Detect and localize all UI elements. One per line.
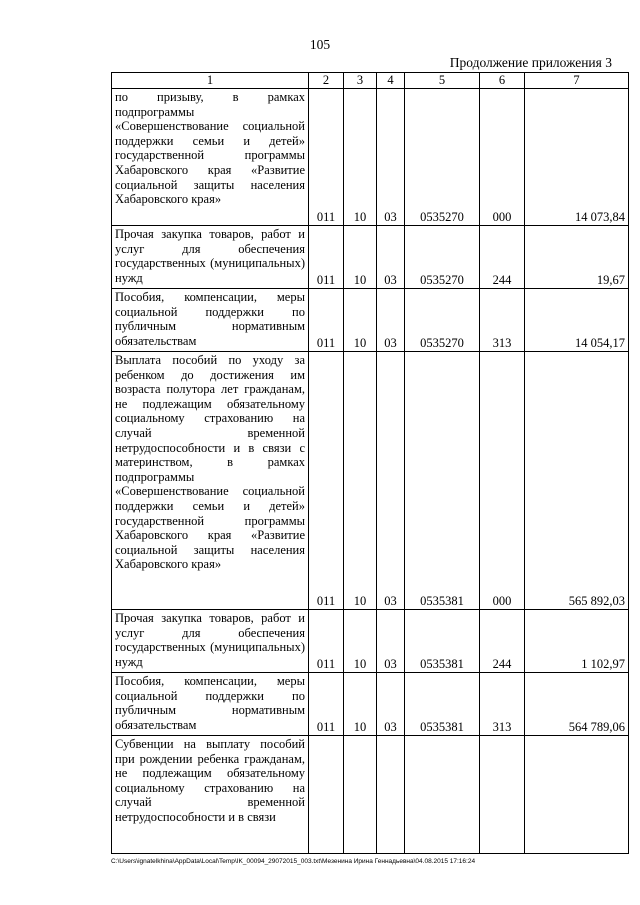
header-cell: 7 — [525, 73, 629, 89]
cell-expense-type — [480, 736, 525, 854]
table-row — [112, 289, 629, 352]
cell-expense-type: 000 — [480, 352, 525, 610]
header-cell: 3 — [344, 73, 377, 89]
cell-section: 10 — [344, 673, 377, 736]
cell-amount: 564 789,06 — [525, 673, 629, 736]
cell-expense-type: 313 — [480, 289, 525, 352]
cell-subsection: 03 — [377, 673, 405, 736]
cell-subsection: 03 — [377, 352, 405, 610]
cell-subsection: 03 — [377, 610, 405, 673]
row-name: Выплата пособий по уходу за ребенком до достижения им возраста полутора лет гражданам, не подлежащим обязательному социальному страхованию на случай временной нетрудоспособности и в связи с материнством, в рамках подпрограммы «Совершенствование социальной поддержки семьи и детей» государственной программы Хабаровского края «Развитие социальной защиты населения Хабаровского края» — [112, 352, 309, 610]
table-row — [112, 736, 629, 854]
row-name: Прочая закупка товаров, работ и услуг для обеспечения государственных (муниципальных) нужд — [112, 610, 309, 673]
cell-admin-code: 011 — [309, 352, 344, 610]
cell-amount: 1 102,97 — [525, 610, 629, 673]
cell-section: 10 — [344, 89, 377, 226]
cell-target-article: 0535270 — [405, 226, 480, 289]
cell-admin-code — [309, 736, 344, 854]
cell-subsection — [377, 736, 405, 854]
row-name: Пособия, компенсации, меры социальной поддержки по публичным нормативным обязательствам — [112, 289, 309, 352]
header-cell: 1 — [112, 73, 309, 89]
table-row — [112, 352, 629, 610]
cell-expense-type: 313 — [480, 673, 525, 736]
cell-expense-type: 244 — [480, 610, 525, 673]
cell-target-article: 0535381 — [405, 673, 480, 736]
cell-subsection: 03 — [377, 289, 405, 352]
budget-table — [111, 72, 629, 854]
cell-amount: 14 054,17 — [525, 289, 629, 352]
table-row — [112, 673, 629, 736]
file-path-footer: C:\Users\ignatelkhina\AppData\Local\Temp\IK_00094_29072015_003.txt\Мезенина Ирина Геннадьевна\04.08.2015 17:16:24 — [111, 858, 476, 865]
row-name: Субвенции на выплату пособий при рождении ребенка гражданам, не подлежащим обязательному социальному страхованию на случай временной нетрудоспособности и в связи — [112, 736, 309, 854]
header-cell: 2 — [309, 73, 344, 89]
cell-target-article: 0535270 — [405, 89, 480, 226]
row-name: Пособия, компенсации, меры социальной поддержки по публичным нормативным обязательствам — [112, 673, 309, 736]
cell-section: 10 — [344, 226, 377, 289]
page-number: 105 — [309, 37, 331, 52]
cell-expense-type: 000 — [480, 89, 525, 226]
header-row — [112, 73, 629, 89]
cell-admin-code: 011 — [309, 289, 344, 352]
cell-section: 10 — [344, 610, 377, 673]
cell-admin-code: 011 — [309, 226, 344, 289]
table-row — [112, 226, 629, 289]
continuation-label: Продолжение приложения 3 — [449, 55, 612, 70]
cell-target-article: 0535270 — [405, 289, 480, 352]
row-name: Прочая закупка товаров, работ и услуг для обеспечения государственных (муниципальных) нужд — [112, 226, 309, 289]
cell-admin-code: 011 — [309, 610, 344, 673]
header-cell: 6 — [480, 73, 525, 89]
cell-expense-type: 244 — [480, 226, 525, 289]
cell-target-article — [405, 736, 480, 854]
header-cell: 5 — [405, 73, 480, 89]
cell-subsection: 03 — [377, 89, 405, 226]
cell-section: 10 — [344, 352, 377, 610]
cell-amount: 19,67 — [525, 226, 629, 289]
cell-section — [344, 736, 377, 854]
cell-target-article: 0535381 — [405, 352, 480, 610]
cell-amount: 565 892,03 — [525, 352, 629, 610]
cell-admin-code: 011 — [309, 89, 344, 226]
cell-section: 10 — [344, 289, 377, 352]
cell-amount: 14 073,84 — [525, 89, 629, 226]
cell-subsection: 03 — [377, 226, 405, 289]
cell-admin-code: 011 — [309, 673, 344, 736]
cell-amount — [525, 736, 629, 854]
table-row — [112, 89, 629, 226]
header-cell: 4 — [377, 73, 405, 89]
cell-target-article: 0535381 — [405, 610, 480, 673]
row-name: по призыву, в рамках подпрограммы «Совершенствование социальной поддержки семьи и детей» государственной программы Хабаровского края «Развитие социальной защиты населения Хабаровского края» — [112, 89, 309, 226]
table-row — [112, 610, 629, 673]
